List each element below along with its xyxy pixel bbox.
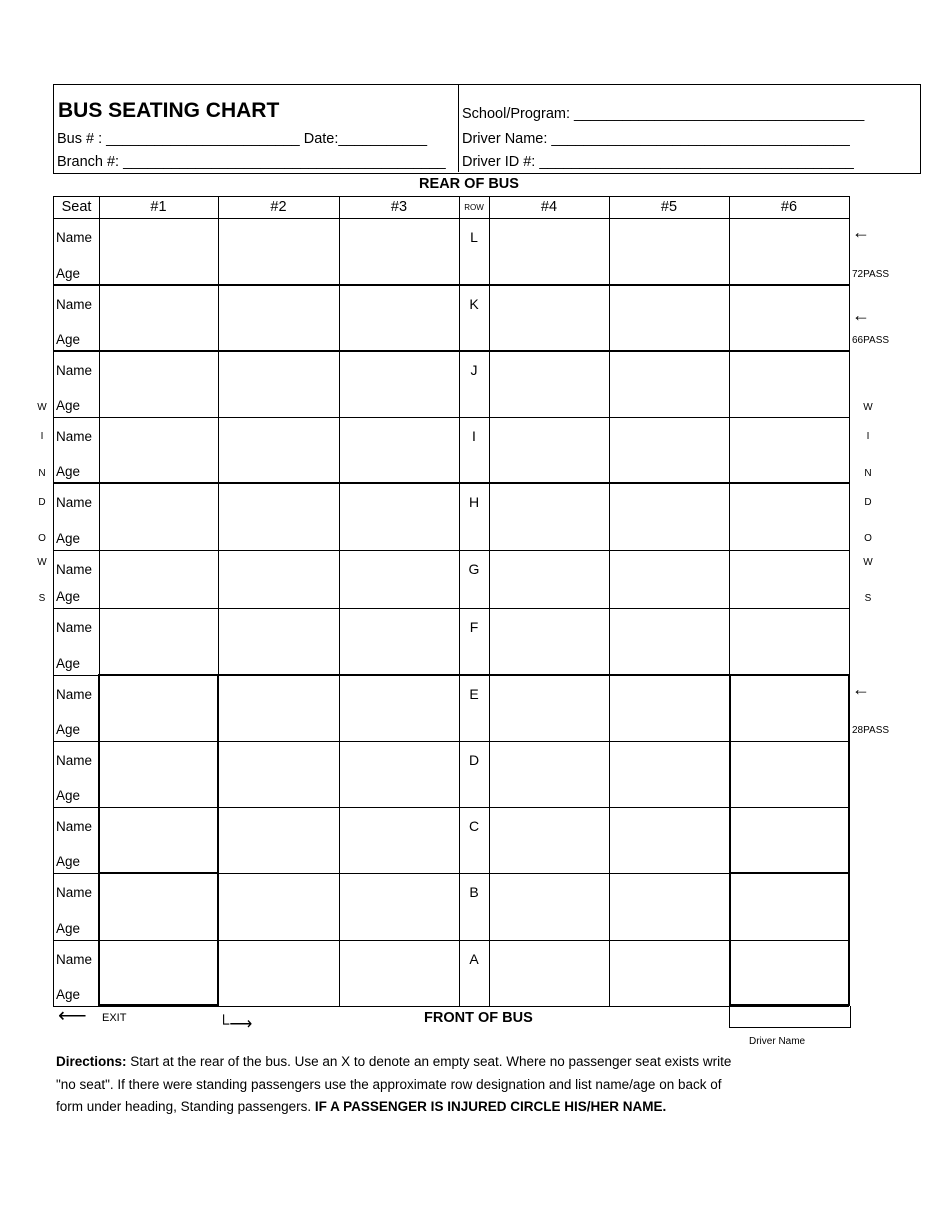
window-letter: O <box>864 533 872 544</box>
grid-vline-thick <box>98 675 100 1006</box>
col-head-1: #1 <box>150 199 167 215</box>
row-letter-F: F <box>469 619 479 635</box>
pass-marker-72: 72PASS <box>852 269 890 280</box>
seat-age-label: Age <box>56 398 81 413</box>
grid-vline <box>609 196 610 1006</box>
grid-hline <box>53 741 849 742</box>
seat-age-label: Age <box>56 332 81 347</box>
row-letter-L: L <box>470 229 478 245</box>
grid-vline-thick <box>729 675 731 1006</box>
arrow-left-icon: ← <box>852 305 870 325</box>
grid-hline <box>53 196 849 197</box>
pass-marker-28: 28PASS <box>852 725 890 736</box>
col-head-5: #5 <box>660 199 678 215</box>
seat-age-label: Age <box>56 788 81 803</box>
row-letter-A: A <box>469 951 479 967</box>
grid-hline-thick <box>53 284 849 286</box>
grid-hline-thick <box>729 872 850 874</box>
driver-name-caption: Driver Name <box>749 1036 806 1047</box>
grid-hline-thick <box>98 872 219 874</box>
grid-vline-thick <box>217 675 219 1006</box>
grid-hline <box>53 940 849 941</box>
branch-field[interactable]: Branch #: ________________________________________ <box>57 154 446 170</box>
rear-of-bus-label: REAR OF BUS <box>419 176 519 192</box>
grid-hline <box>53 218 849 219</box>
row-letter-C: C <box>468 818 480 834</box>
row-letter-K: K <box>469 296 479 312</box>
grid-hline <box>53 608 849 609</box>
driver-name-box[interactable] <box>729 1006 851 1028</box>
seat-age-label: Age <box>56 656 81 671</box>
col-head-4: #4 <box>540 199 558 215</box>
bus-date-field[interactable]: Bus # : ________________________ Date:___________ <box>57 131 428 147</box>
seat-age-label: Age <box>56 531 81 546</box>
grid-hline-thick <box>53 482 849 484</box>
row-letter-J: J <box>470 362 478 378</box>
directions-line-3 <box>56 1096 796 1119</box>
seat-name-label: Name <box>56 363 93 378</box>
directions-text-1: Start at the rear of the bus. Use an X to denote an empty seat. Where no passenger seat exists write <box>126 1054 732 1069</box>
directions-lead: Directions: <box>56 1054 127 1069</box>
header-divider <box>458 84 459 172</box>
row-letter-I: I <box>472 428 476 444</box>
row-letter-H: H <box>468 494 480 510</box>
seat-name-label: Name <box>56 819 93 834</box>
grid-vline-thick <box>848 675 850 1006</box>
directions-emphasis: IF A PASSENGER IS INJURED CIRCLE HIS/HER NAME. <box>314 1099 667 1114</box>
grid-vline <box>339 196 340 1006</box>
grid-hline-thick <box>98 1004 219 1006</box>
row-letter-D: D <box>468 752 480 768</box>
page-title: BUS SEATING CHART <box>58 99 280 122</box>
col-head-3: #3 <box>390 199 408 215</box>
col-head-row: ROW <box>464 203 484 212</box>
seat-age-label: Age <box>56 722 81 737</box>
directions-text-3: form under heading, Standing passengers. <box>56 1099 315 1114</box>
seat-age-label: Age <box>56 589 81 604</box>
exit-arrow-icon: ⟵ <box>58 1005 87 1027</box>
seat-name-label: Name <box>56 495 93 510</box>
driver-name-field[interactable]: Driver Name: _____________________________________ <box>462 131 850 147</box>
col-head-seat: Seat <box>61 199 92 215</box>
window-letter: N <box>38 468 46 479</box>
arrow-left-icon: ← <box>852 679 870 699</box>
seat-name-label: Name <box>56 687 93 702</box>
row-letter-E: E <box>469 686 479 702</box>
seat-age-label: Age <box>56 854 81 869</box>
front-of-bus-label: FRONT OF BUS <box>424 1010 533 1026</box>
door-arrow-icon: └⟶ <box>218 1016 253 1033</box>
directions-line-1 <box>56 1051 796 1074</box>
seat-name-label: Name <box>56 429 93 444</box>
grid-hline-thick <box>98 674 849 676</box>
driver-id-field[interactable]: Driver ID #: _______________________________________ <box>462 154 854 170</box>
seat-age-label: Age <box>56 987 81 1002</box>
seat-age-label: Age <box>56 464 81 479</box>
grid-hline-thick <box>53 350 849 352</box>
seat-name-label: Name <box>56 753 93 768</box>
window-letter: S <box>864 593 872 604</box>
window-letter: S <box>38 593 46 604</box>
seat-name-label: Name <box>56 885 93 900</box>
seat-name-label: Name <box>56 952 93 967</box>
pass-marker-66: 66PASS <box>852 335 890 346</box>
row-letter-B: B <box>469 884 479 900</box>
seat-age-label: Age <box>56 921 81 936</box>
window-letter: W <box>863 557 873 568</box>
col-head-2: #2 <box>270 199 287 215</box>
window-letter: W <box>37 402 47 413</box>
window-letter: W <box>863 402 873 413</box>
window-letter: D <box>38 497 46 508</box>
grid-hline <box>53 417 849 418</box>
grid-hline <box>53 807 849 808</box>
window-letter: N <box>864 468 872 479</box>
row-letter-G: G <box>468 561 480 577</box>
grid-hline <box>53 550 849 551</box>
seat-name-label: Name <box>56 297 93 312</box>
grid-vline <box>53 196 54 1006</box>
seat-age-label: Age <box>56 266 81 281</box>
window-letter: O <box>38 533 46 544</box>
exit-label: EXIT <box>102 1012 127 1024</box>
window-letter: D <box>864 497 872 508</box>
window-letter: W <box>37 557 47 568</box>
school-program-field[interactable]: School/Program: ____________________________________ <box>462 106 865 122</box>
window-letter: I <box>866 431 870 442</box>
col-head-6: #6 <box>780 199 798 215</box>
seat-name-label: Name <box>56 562 93 577</box>
grid-vline <box>489 196 490 1006</box>
window-letter: I <box>40 431 44 442</box>
seat-name-label: Name <box>56 620 93 635</box>
arrow-left-icon: ← <box>852 222 870 242</box>
seat-name-label: Name <box>56 230 93 245</box>
directions-line-2: "no seat". If there were standing passengers use the approximate row designation and list name/age on back of <box>56 1077 722 1092</box>
